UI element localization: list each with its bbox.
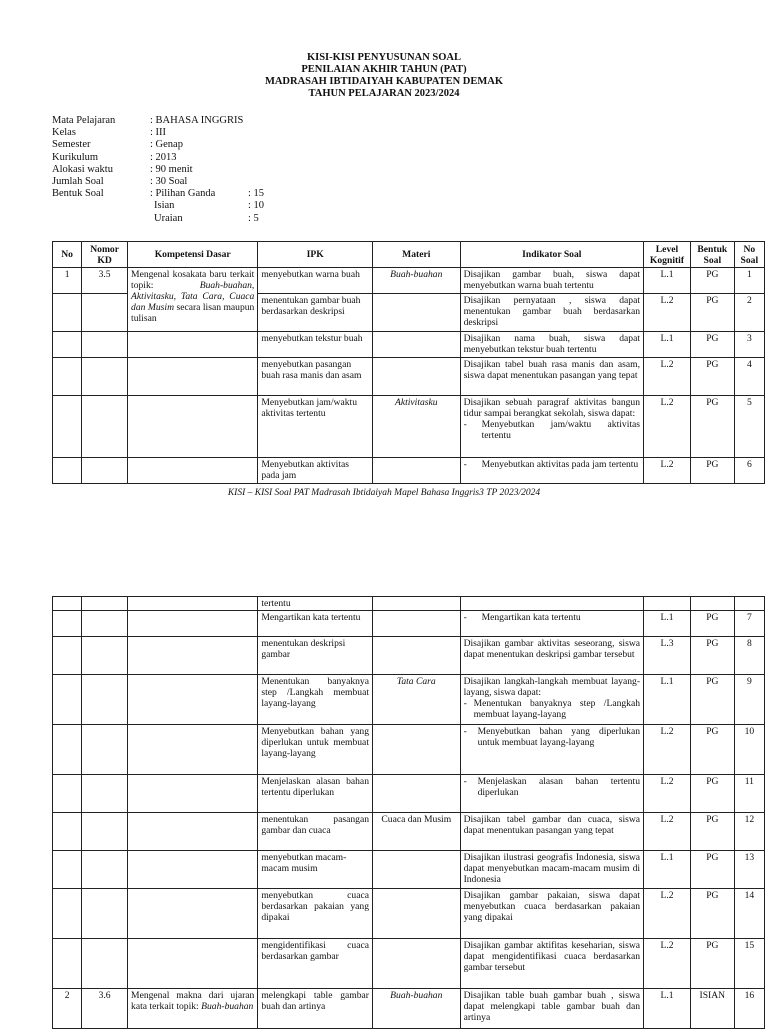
cell-nosoal: 12: [734, 813, 764, 851]
cell-level: L.2: [644, 813, 691, 851]
cell-nosoal: 10: [734, 725, 764, 775]
cell-nosoal: 7: [734, 611, 764, 637]
cell-materi: Tata Cara: [373, 675, 461, 725]
cell-ipk: menentukan gambar buah berdasarkan deskripsi: [258, 294, 373, 332]
cell-bentuk: PG: [690, 358, 734, 396]
cell-bentuk: PG: [690, 675, 734, 725]
cell-nosoal: 13: [734, 851, 764, 889]
cell-level: L.2: [644, 889, 691, 939]
cell-ipk: Menyebutkan jam/waktu aktivitas tertentu: [258, 396, 373, 458]
cell-nosoal: 6: [734, 458, 764, 484]
cell-bentuk: PG: [690, 396, 734, 458]
cell-no: 1: [53, 268, 82, 294]
cell-materi: Buah-buahan: [373, 989, 461, 1029]
meta-count: : 15: [248, 188, 265, 200]
meta-value: : III: [150, 127, 167, 139]
cell-bentuk: PG: [690, 813, 734, 851]
cell-level: L.1: [644, 989, 691, 1029]
cell-level: L.2: [644, 725, 691, 775]
cell-indikator: Disajikan ilustrasi geografis Indonesia, siswa dapat menyebutkan macam-macam musim di Indonesia: [460, 851, 643, 889]
cell-indikator: Disajikan nama buah, siswa dapat menyebutkan tekstur buah tertentu: [460, 332, 643, 358]
cell-bentuk: PG: [690, 294, 734, 332]
meta-label: Semester: [52, 139, 91, 151]
document-title: [0, 52, 768, 100]
cell-level: L.2: [644, 294, 691, 332]
header-ipk: IPK: [258, 242, 373, 268]
cell-ipk: menyebutkan warna buah: [258, 268, 373, 294]
table-row: [53, 725, 765, 775]
cell-materi: Aktivitasku: [373, 396, 461, 458]
table-row: [53, 775, 765, 813]
cell-kompetensi: Mengenal kosakata baru terkait topik: Buah-buahan, Aktivitasku, Tata Cara, Cuaca dan Musim secara lisan maupun tulisan: [128, 268, 258, 332]
cell-ipk: Menentukan banyaknya step /Langkah membuat layang-layang: [258, 675, 373, 725]
cell-indikator: Disajikan gambar buah, siswa dapat menyebutkan warna buah tertentu: [460, 268, 643, 294]
table-row: [53, 268, 765, 294]
cell-ipk: Mengartikan kata tertentu: [258, 611, 373, 637]
cell-bentuk: PG: [690, 637, 734, 675]
header-kompetensi: Kompetensi Dasar: [128, 242, 258, 268]
cell-ipk: Menyebutkan bahan yang diperlukan untuk membuat layang-layang: [258, 725, 373, 775]
cell-ipk: menentukan pasangan gambar dan cuaca: [258, 813, 373, 851]
cell-bentuk: PG: [690, 611, 734, 637]
meta-sub-label: Uraian: [154, 212, 183, 224]
table-row: [53, 396, 765, 458]
table-row: [53, 358, 765, 396]
kisi-table-1: [52, 241, 765, 484]
meta-value: : 90 menit: [150, 163, 193, 175]
cell-indikator: Disajikan sebuah paragraf aktivitas bangun tidur sampai berangkat sekolah, siswa dapat: - Menyebutkan jam/waktu aktivitas tertentu: [460, 396, 643, 458]
title-line-3: MADRASAH IBTIDAIYAH KABUPATEN DEMAK: [264, 76, 504, 87]
meta-value: : 2013: [150, 151, 177, 163]
header-kd: Nomor KD: [82, 242, 128, 268]
cell-level: L.1: [644, 675, 691, 725]
meta-value: : Pilihan Ganda: [150, 188, 216, 200]
cell-level: L.1: [644, 611, 691, 637]
cell-indikator: Disajikan table buah gambar buah , siswa dapat melengkapi table gambar buah dan artinya: [460, 989, 643, 1029]
cell-indikator: Disajikan tabel gambar dan cuaca, siswa dapat menentukan pasangan yang tepat: [460, 813, 643, 851]
cell-indikator: - Menyebutkan aktivitas pada jam tertentu: [460, 458, 643, 484]
meta-value: : BAHASA INGGRIS: [150, 115, 244, 126]
header-bentuk: Bentuk Soal: [690, 242, 734, 268]
cell-kd: 3.5: [82, 268, 128, 294]
cell-ipk: melengkapi table gambar buah dan artinya: [258, 989, 373, 1029]
meta-label: Kurikulum: [52, 151, 99, 163]
cell-ipk: Menjelaskan alasan bahan tertentu diperlukan: [258, 775, 373, 813]
cell-indikator: Disajikan gambar aktifitas keseharian, siswa dapat mengidentifikasi cuaca berdasarkan gambar tersebut: [460, 939, 643, 989]
header-level: Level Kognitif: [644, 242, 691, 268]
cell-nosoal: 1: [734, 268, 764, 294]
table-row: [53, 989, 765, 1029]
cell-indikator: - Mengartikan kata tertentu: [460, 611, 643, 637]
cell-nosoal: 3: [734, 332, 764, 358]
cell-level: L.1: [644, 851, 691, 889]
cell-nosoal: 11: [734, 775, 764, 813]
cell-level: L.2: [644, 939, 691, 989]
cell-indikator: Disajikan pernyataan , siswa dapat menentukan gambar buah berdasarkan deskripsi: [460, 294, 643, 332]
cell-level: L.2: [644, 458, 691, 484]
cell-no: 2: [53, 989, 82, 1029]
cell-nosoal: 14: [734, 889, 764, 939]
page-footer: KISI – KISI Soal PAT Madrasah Ibtidaiyah Mapel Bahasa Inggris3 TP 2023/2024: [227, 488, 541, 498]
cell-bentuk: PG: [690, 775, 734, 813]
cell-nosoal: 2: [734, 294, 764, 332]
meta-label: Kelas: [52, 127, 76, 139]
cell-level: L.1: [644, 332, 691, 358]
header-no: No: [53, 242, 82, 268]
cell-level: L.3: [644, 637, 691, 675]
cell-bentuk: ISIAN: [690, 989, 734, 1029]
cell-kompetensi: Mengenal makna dari ujaran kata terkait topik: Buah-buahan: [128, 989, 258, 1029]
header-nosoal: No Soal: [734, 242, 764, 268]
kisi-table-2: [52, 596, 765, 1029]
cell-nosoal: 4: [734, 358, 764, 396]
table-row: [53, 675, 765, 725]
title-line-4: TAHUN PELAJARAN 2023/2024: [308, 88, 460, 99]
header-indikator: Indikator Soal: [460, 242, 643, 268]
table-row: [53, 637, 765, 675]
table-row: [53, 889, 765, 939]
cell-level: L.2: [644, 358, 691, 396]
cell-nosoal: 8: [734, 637, 764, 675]
cell-ipk: Menyebutkan aktivitas pada jam: [258, 458, 373, 484]
cell-level: L.2: [644, 396, 691, 458]
cell-kd: 3.6: [82, 989, 128, 1029]
table-row: [53, 458, 765, 484]
cell-nosoal: 9: [734, 675, 764, 725]
meta-count: : 10: [248, 200, 265, 212]
meta-label: Mata Pelajaran: [52, 115, 116, 126]
header-materi: Materi: [373, 242, 461, 268]
cell-indikator: - Menyebutkan bahan yang diperlukan untuk membuat layang-layang: [460, 725, 643, 775]
title-line-2: PENILAIAN AKHIR TAHUN (PAT): [301, 64, 467, 75]
cell-indikator: Disajikan tabel buah rasa manis dan asam, siswa dapat menentukan pasangan yang tepat: [460, 358, 643, 396]
meta-value: : 30 Soal: [150, 176, 188, 188]
table-row: [53, 939, 765, 989]
meta-value: : Genap: [150, 139, 183, 151]
cell-nosoal: 16: [734, 989, 764, 1029]
title-line-1: KISI-KISI PENYUSUNAN SOAL: [306, 52, 462, 63]
cell-bentuk: PG: [690, 458, 734, 484]
cell-bentuk: PG: [690, 851, 734, 889]
cell-ipk: menyebutkan macam-macam musim: [258, 851, 373, 889]
cell-bentuk: PG: [690, 939, 734, 989]
cell-ipk: menentukan deskripsi gambar: [258, 637, 373, 675]
meta-label: Bentuk Soal: [52, 188, 104, 200]
table-row: [53, 332, 765, 358]
table-row: [53, 611, 765, 637]
meta-label: Alokasi waktu: [52, 163, 113, 175]
cell-nosoal: 5: [734, 396, 764, 458]
cell-ipk: menyebutkan cuaca berdasarkan pakaian yang dipakai: [258, 889, 373, 939]
cell-materi: Buah-buahan: [373, 268, 461, 294]
cell-bentuk: PG: [690, 332, 734, 358]
table-row: [53, 813, 765, 851]
cell-ipk: tertentu: [258, 597, 373, 611]
meta-sub-label: Isian: [154, 200, 175, 212]
cell-ipk: menyebutkan pasangan buah rasa manis dan asam: [258, 358, 373, 396]
cell-bentuk: PG: [690, 268, 734, 294]
cell-materi: Cuaca dan Musim: [373, 813, 461, 851]
table-row: [53, 851, 765, 889]
cell-bentuk: PG: [690, 725, 734, 775]
cell-ipk: mengidentifikasi cuaca berdasarkan gambar: [258, 939, 373, 989]
cell-indikator: Disajikan gambar aktivitas seseorang, siswa dapat menentukan deskripsi gambar tersebut: [460, 637, 643, 675]
cell-indikator: - Menjelaskan alasan bahan tertentu diperlukan: [460, 775, 643, 813]
cell-indikator: Disajikan gambar pakaian, siswa dapat menyebutkan cuaca berdasarkan pakaian yang dipakai: [460, 889, 643, 939]
meta-count: : 5: [248, 212, 259, 224]
cell-ipk: menyebutkan tekstur buah: [258, 332, 373, 358]
table-row: [53, 597, 765, 611]
cell-level: L.1: [644, 268, 691, 294]
document-meta: [52, 115, 264, 225]
cell-indikator: Disajikan langkah-langkah membuat layang-layang, siswa dapat: - Menentukan banyaknya step /Langkah membuat layang-layang: [460, 675, 643, 725]
meta-label: Jumlah Soal: [52, 176, 104, 188]
cell-nosoal: 15: [734, 939, 764, 989]
cell-bentuk: PG: [690, 889, 734, 939]
cell-level: L.2: [644, 775, 691, 813]
table-header-row: [53, 242, 765, 268]
